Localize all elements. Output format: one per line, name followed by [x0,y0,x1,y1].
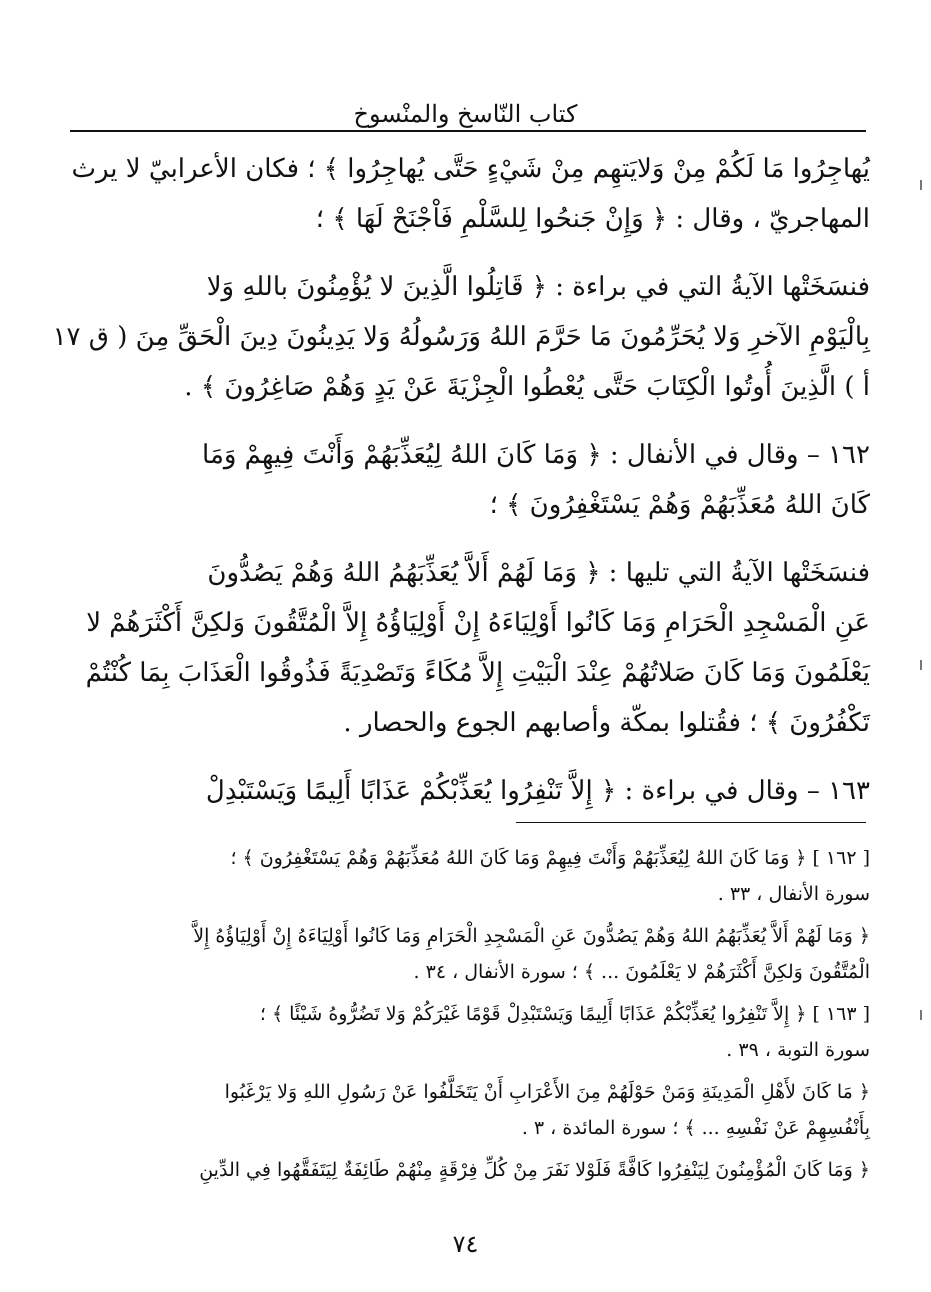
scan-artifact [920,660,922,670]
footnote-line: ﴿ وَمَا كَانَ الْمُؤْمِنُونَ لِيَنْفِرُوا كَافَّةً فَلَوْلا نَفَرَ مِنْ كُلِّ فِرْقَةٍ مِنْهُمْ طَائِفَةٌ لِيَتَفَقَّهُوا فِي الدِّينِ [199,1159,870,1181]
scan-artifact [920,180,922,190]
footnote [66,840,870,912]
text-line: أ ) الَّذِينَ أُوتُوا الْكِتَابَ حَتَّى يُعْطُوا الْجِزْيَةَ عَنْ يَدٍ وَهُمْ صَاغِرُونَ ﴾ . [184,372,870,402]
text-line: بِالْيَوْمِ الآخرِ وَلا يُحَرِّمُونَ مَا حَرَّمَ اللهُ وَرَسُولُهُ وَلا يَدِينُونَ دِينَ الْحَقِّ مِنَ ( ق ١٧ [52,322,870,352]
text-line: تَكْفُرُونَ ﴾ ؛ فقُتلوا بمكّة وأصابهم الجوع والحصار . [343,708,870,738]
text-line: ١٦٣ – وقال في براءة : ﴿ إِلاَّ تَنْفِرُوا يُعَذِّبْكُمْ عَذَابًا أَلِيمًا وَيَسْتَبْدِلْ [205,776,870,806]
text-line: كَانَ اللهُ مُعَذِّبَهُمْ وَهُمْ يَسْتَغْفِرُونَ ﴾ ؛ [489,490,870,520]
text-line: يَعْلَمُونَ وَمَا كَانَ صَلاتُهُمْ عِنْدَ الْبَيْتِ إِلاَّ مُكَاءً وَتَصْدِيَةً فَذُوقُوا الْعَذَابَ بِمَا كُنْتُمْ [85,658,870,688]
footnote-rule [516,822,866,823]
footnote-line: [ ١٦٢ ] ﴿ وَمَا كَانَ اللهُ لِيُعَذِّبَهُمْ وَأَنْتَ فِيهِمْ وَمَا كَانَ اللهُ مُعَذِّبَهُمْ وَهُمْ يَسْتَغْفِرُونَ ﴾ ؛ [230,847,870,869]
main-text [52,144,870,834]
paragraph [66,548,870,748]
footnote [66,1152,870,1188]
text-line: عَنِ الْمَسْجِدِ الْحَرَامِ وَمَا كَانُوا أَوْلِيَاءَهُ إِنْ أَوْلِيَاؤُهُ إِلاَّ الْمُتَّقُونَ وَلكِنَّ أَكْثَرَهُمْ لا [86,608,870,638]
footnote-line: ﴿ مَا كَانَ لأَهْلِ الْمَدِينَةِ وَمَنْ حَوْلَهُمْ مِنَ الأَعْرَابِ أَنْ يَتَخَلَّفُوا عَنْ رَسُولِ اللهِ وَلا يَرْغَبُوا [224,1081,870,1103]
text-line: يُهاجِرُوا مَا لَكُمْ مِنْ وَلايَتهِم مِنْ شَيْءٍ حَتَّى يُهاجِرُوا ﴾ ؛ فكان الأعرابيّ لا يرث [71,154,870,184]
footnote [66,1074,870,1146]
text-line: فنسَخَتْها الآيةُ التي في براءة : ﴿ قَاتِلُوا الَّذِينَ لا يُؤْمِنُونَ باللهِ وَلا [206,272,870,302]
text-line: فنسَخَتْها الآيةُ التي تليها : ﴿ وَمَا لَهُمْ أَلاَّ يُعَذِّبَهُمُ اللهُ وَهُمْ يَصُدُّونَ [207,558,870,588]
footnote-line: الْمُتَّقُونَ وَلكِنَّ أَكْثَرَهُمْ لا يَعْلَمُونَ ... ﴾ ؛ سورة الأنفال ، ٣٤ . [413,961,870,983]
footnote-line: سورة الأنفال ، ٣٣ . [717,883,870,905]
footnote-line: [ ١٦٣ ] ﴿ إِلاَّ تَنْفِرُوا يُعَذِّبْكُمْ عَذَابًا أَلِيمًا وَيَسْتَبْدِلْ قَوْمًا غَيْرَكُمْ وَلا تَضُرُّوهُ شَيْئًا ﴾ ؛ [259,1003,870,1025]
footnote [66,996,870,1068]
page-number: ٧٤ [452,1230,479,1258]
footnote [66,918,870,990]
running-header-title: كتاب النّاسخ والمنْسوخ [353,100,578,128]
footnote-line: بِأَنْفُسِهِمْ عَنْ نَفْسِهِ ... ﴾ ؛ سورة المائدة ، ٣ . [521,1117,870,1139]
paragraph [52,262,870,412]
paragraph [66,766,870,816]
footnote-line: سورة التوبة ، ٣٩ . [726,1039,870,1061]
header-rule [70,130,866,132]
scan-artifact [920,1010,922,1020]
footnote-line: ﴿ وَمَا لَهُمْ أَلاَّ يُعَذِّبَهُمُ اللهُ وَهُمْ يَصُدُّونَ عَنِ الْمَسْجِدِ الْحَرَامِ وَمَا كَانُوا أَوْلِيَاءَهُ إِنْ أَوْلِيَاؤُهُ إِلاَّ [193,925,870,947]
paragraph [66,430,870,530]
text-line: ١٦٢ – وقال في الأنفال : ﴿ وَمَا كَانَ اللهُ لِيُعَذِّبَهُمْ وَأَنْتَ فِيهِمْ وَمَا [202,440,870,470]
paragraph [66,144,870,244]
text-line: المهاجريّ ، وقال : ﴿ وَإِنْ جَنحُوا لِلسَّلْمِ فَاْجْنَحْ لَهَا ﴾ ؛ [315,204,870,234]
footnotes [66,840,870,1194]
